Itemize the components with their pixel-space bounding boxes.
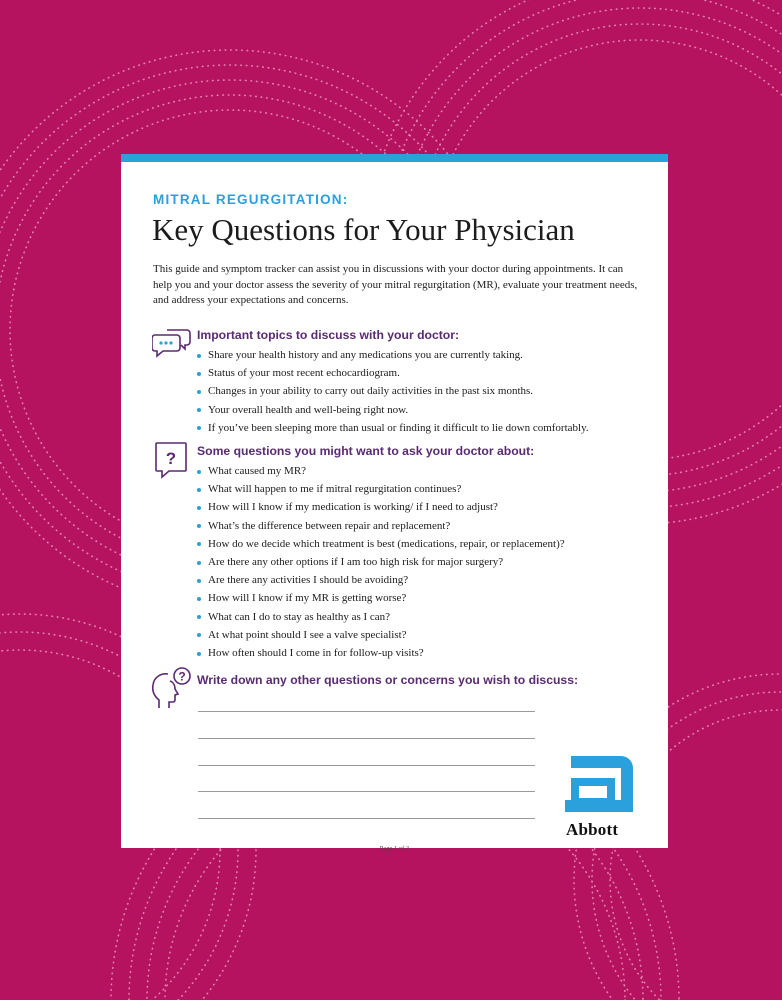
list-item: What’s the difference between repair and replacement? [197, 517, 565, 535]
note-line[interactable] [198, 711, 535, 712]
document-sheet [121, 154, 668, 852]
list-item: How will I know if my medication is working/ if I need to adjust? [197, 498, 565, 516]
page-number: Page 1 of 3 [379, 845, 410, 852]
list-item: How often should I come in for follow-up visits? [197, 644, 565, 662]
topics-list [197, 346, 589, 437]
questions-heading: Some questions you might want to ask your doctor about: [197, 444, 535, 458]
abbott-logo [565, 752, 639, 816]
list-item: How will I know if my MR is getting worse? [197, 589, 565, 607]
list-item: How do we decide which treatment is best (medications, repair, or replacement)? [197, 535, 565, 553]
brand-name: Abbott [566, 820, 619, 839]
list-item: What caused my MR? [197, 462, 565, 480]
note-line[interactable] [198, 818, 535, 819]
svg-text:?: ? [165, 449, 177, 468]
eyebrow-heading: MITRAL REGURGITATION: [153, 192, 349, 207]
list-item: Changes in your ability to carry out daily activities in the past six months. [197, 382, 589, 400]
list-item: If you’ve been sleeping more than usual or finding it difficult to lie down comfortably. [197, 419, 589, 437]
list-item: Your overall health and well-being right now. [197, 401, 589, 419]
intro-paragraph: This guide and symptom tracker can assist you in discussions with your doctor during appointments. It can help you and your doctor assess the severity of your mitral regurgitation (MR), evaluate your treatment needs, and address your expectations and concerns. [153, 263, 638, 306]
page-title: Key Questions for Your Physician [152, 212, 575, 247]
list-item: Are there any activities I should be avoiding? [197, 571, 565, 589]
note-line[interactable] [198, 765, 535, 766]
speech-bubbles-icon [152, 327, 192, 359]
question-bubble-icon [154, 441, 188, 479]
list-item: At what point should I see a valve specialist? [197, 626, 565, 644]
list-item: What will happen to me if mitral regurgitation continues? [197, 480, 565, 498]
svg-text:?: ? [178, 669, 186, 684]
topics-heading: Important topics to discuss with your doctor: [197, 328, 460, 342]
note-line[interactable] [198, 738, 535, 739]
notes-heading: Write down any other questions or concerns you wish to discuss: [197, 673, 579, 687]
list-item: Status of your most recent echocardiogram. [197, 364, 589, 382]
questions-list [197, 462, 565, 662]
list-item: Are there any other options if I am too high risk for major surgery? [197, 553, 565, 571]
note-line[interactable] [198, 791, 535, 792]
list-item: Share your health history and any medications you are currently taking. [197, 346, 589, 364]
head-question-icon [150, 666, 192, 710]
list-item: What can I do to stay as healthy as I can? [197, 608, 565, 626]
